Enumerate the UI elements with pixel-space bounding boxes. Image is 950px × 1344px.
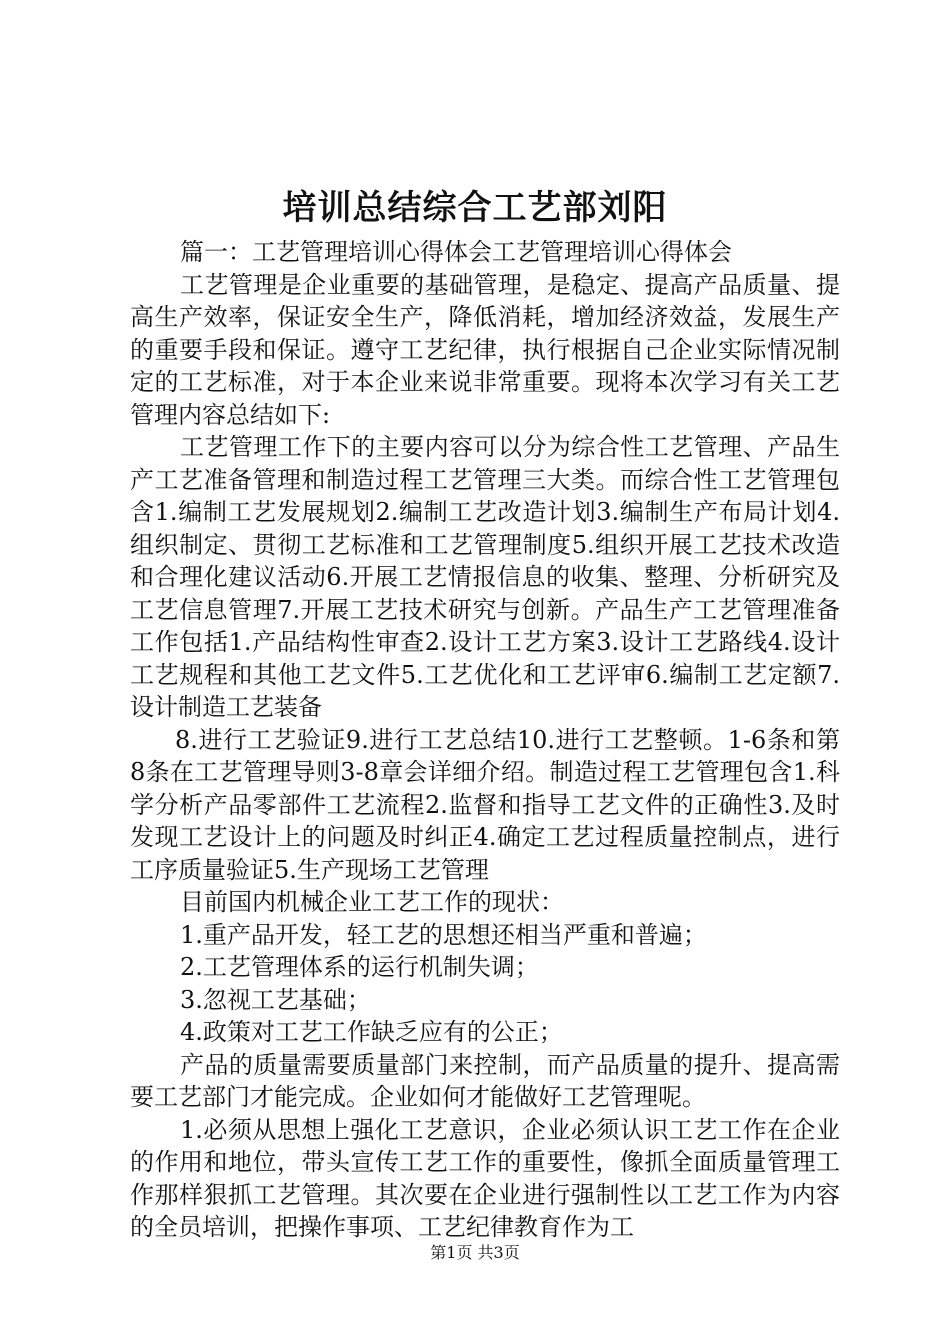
paragraph: 1.必须从思想上强化工艺意识，企业必须认识工艺工作在企业的作用和地位，带头宣传工艺工作的重要性，像抓全面质量管理工作那样狠抓工艺管理。其次要在企业进行强制性以工艺工作为内容的全员培训，把操作事项、工艺纪律教育作为工 — [130, 1115, 840, 1241]
paragraph: 产品的质量需要质量部门来控制，而产品质量的提升、提高需要工艺部门才能完成。企业如何才能做好工艺管理呢。 — [130, 1050, 840, 1111]
list-item: 1.重产品开发，轻工艺的思想还相当严重和普遍； — [180, 920, 707, 949]
page-footer: 第1页 共3页 — [430, 1243, 520, 1262]
paragraph: 8.进行工艺验证9.进行工艺总结10.进行工艺整顿。1-6条和第8条在工艺管理导则3-8章会详细介绍。制造过程工艺管理包含1.科学分析产品零部件工艺流程2.监督和指导工艺文件的正确性3.及时发现工艺设计上的问题及时纠正4.确定工艺过程质量控制点，进行工序质量验证5.生产现场工艺管理 — [130, 725, 840, 884]
document-body — [130, 236, 840, 1244]
paragraph: 工艺管理是企业重要的基础管理，是稳定、提高产品质量、提高生产效率，保证安全生产，降低消耗，增加经济效益，发展生产的重要手段和保证。遵守工艺纪律，执行根据自己企业实际情况制定的工艺标准，对于本企业来说非常重要。现将本次学习有关工艺管理内容总结如下: — [130, 270, 840, 429]
paragraph: 目前国内机械企业工艺工作的现状： — [180, 888, 564, 916]
list-item: 3.忽视工艺基础； — [180, 985, 371, 1014]
paragraph: 工艺管理工作下的主要内容可以分为综合性工艺管理、产品生产工艺准备管理和制造过程工艺管理三大类。而综合性工艺管理包含1.编制工艺发展规划2.编制工艺改造计划3.编制生产布局计划4.组织制定、贯彻工艺标准和工艺管理制度5.组织开展工艺技术改造和合理化建议活动6.开展工艺情报信息的收集、整理、分析研究及工艺信息管理7.开展工艺技术研究与创新。产品生产工艺管理准备工作包括1.产品结构性审查2.设计工艺方案3.设计工艺路线4.设计工艺规程和其他工艺文件5.工艺优化和工艺评审6.编制工艺定额7.设计制造工艺装备 — [130, 433, 840, 721]
list-item: 4.政策对工艺工作缺乏应有的公正； — [180, 1018, 563, 1046]
document-title: 培训总结综合工艺部刘阳 — [282, 188, 668, 228]
list-item: 2.工艺管理体系的运行机制失调； — [180, 953, 539, 981]
paragraph-heading: 篇一：工艺管理培训心得体会工艺管理培训心得体会 — [180, 238, 732, 266]
